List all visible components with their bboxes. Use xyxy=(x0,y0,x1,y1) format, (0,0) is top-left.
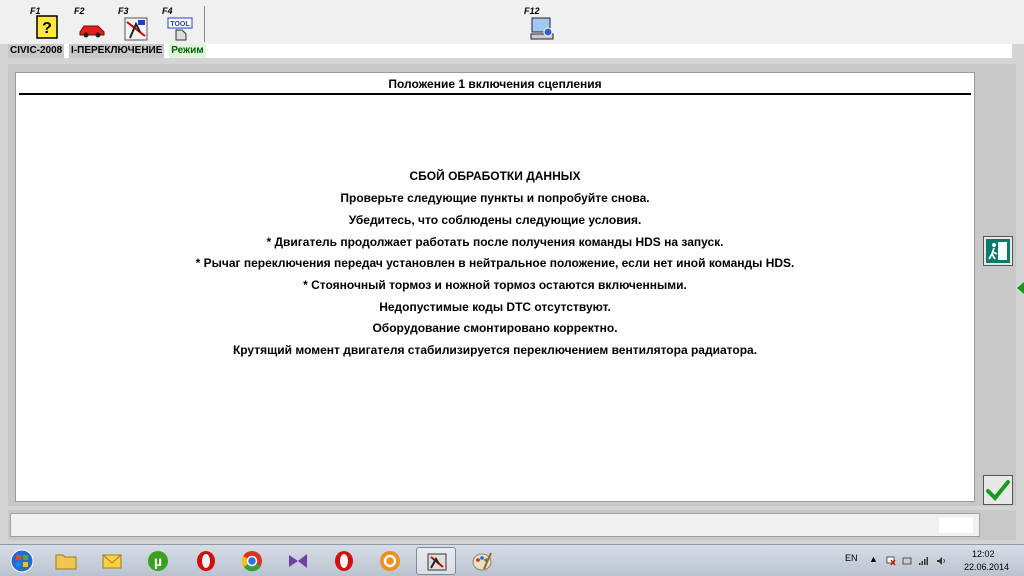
message-line: * Рычаг переключения передач установлен в нейтральное положение, если нет иной команды HDS. xyxy=(195,256,795,270)
toolbar-divider xyxy=(204,6,205,42)
mode-label: Режим xyxy=(171,45,204,56)
f3-label: F3 xyxy=(118,6,129,16)
f4-tool-button[interactable] xyxy=(160,6,198,42)
opera-icon xyxy=(194,549,218,573)
f2-vehicle-button[interactable] xyxy=(72,6,110,42)
paint-icon xyxy=(470,549,494,573)
chrome-icon xyxy=(240,549,264,573)
f2-label: F2 xyxy=(74,6,85,16)
taskbar-visual-studio[interactable] xyxy=(278,547,318,575)
volume-icon[interactable] xyxy=(936,556,946,566)
flag-icon[interactable] xyxy=(886,556,896,566)
device-icon[interactable] xyxy=(902,556,912,566)
ok-button[interactable] xyxy=(983,475,1013,505)
help-icon xyxy=(34,14,62,42)
title-divider xyxy=(19,93,971,95)
status-line xyxy=(8,44,1012,58)
mail-icon xyxy=(378,549,402,573)
taskbar-explorer[interactable] xyxy=(46,547,86,575)
taskbar-opera[interactable] xyxy=(186,547,226,575)
message-line: Проверьте следующие пункты и попробуйте снова. xyxy=(340,191,650,205)
utorrent-letter: µ xyxy=(153,553,163,569)
f3-diagnostic-button[interactable] xyxy=(116,6,154,42)
f12-label: F12 xyxy=(524,6,540,16)
model-label: CIVIC-2008 xyxy=(10,45,63,56)
taskbar-opera-2[interactable] xyxy=(324,547,364,575)
taskbar-outlook[interactable] xyxy=(92,547,132,575)
clock-date[interactable]: 22.06.2014 xyxy=(964,562,1010,572)
taskbar xyxy=(0,544,1024,576)
message-field-box xyxy=(939,517,973,533)
message-field xyxy=(10,513,980,537)
arrow-left-icon xyxy=(1017,282,1024,294)
taskbar-paint[interactable] xyxy=(462,547,502,575)
taskbar-mail[interactable] xyxy=(370,547,410,575)
taskbar-utorrent[interactable] xyxy=(138,547,178,575)
car-icon xyxy=(78,14,106,42)
vs-icon xyxy=(286,549,310,573)
message-line: Крутящий момент двигателя стабилизируется переключением вентилятора радиатора. xyxy=(232,343,758,357)
error-heading: СБОЙ ОБРАБОТКИ ДАННЫХ xyxy=(409,169,581,183)
computer-icon xyxy=(528,14,556,42)
utorrent-icon xyxy=(146,549,170,573)
taskbar-hds-active[interactable] xyxy=(416,547,456,575)
network-icon[interactable] xyxy=(918,556,928,566)
opera-icon xyxy=(332,549,356,573)
message-line: Недопустимые коды DTC отсутствуют. xyxy=(379,300,611,314)
f12-computer-button[interactable] xyxy=(522,6,560,42)
checkmark-icon xyxy=(984,476,1012,504)
message-line: Оборудование смонтировано корректно. xyxy=(372,321,618,335)
outlook-icon xyxy=(100,549,124,573)
hds-icon xyxy=(425,550,449,574)
exit-button[interactable] xyxy=(983,236,1013,266)
f1-help-button[interactable] xyxy=(28,6,66,42)
svg-text:?: ? xyxy=(42,20,52,37)
panel-title: Положение 1 включения сцепления xyxy=(388,77,602,91)
tool-icon xyxy=(166,14,194,42)
system-label: I-ПЕРЕКЛЮЧЕНИЕ xyxy=(71,45,163,56)
exit-door-icon xyxy=(984,237,1012,265)
f4-label: F4 xyxy=(162,6,173,16)
f1-label: F1 xyxy=(30,6,41,16)
message-line: Убедитесь, что соблюдены следующие условия. xyxy=(348,213,642,227)
message-panel xyxy=(15,72,975,502)
message-line: * Стояночный тормоз и ножной тормоз остаются включенными. xyxy=(303,278,687,292)
language-indicator[interactable]: EN xyxy=(845,553,858,563)
clock-time[interactable]: 12:02 xyxy=(972,549,995,559)
folder-icon xyxy=(54,549,78,573)
start-button[interactable] xyxy=(2,547,42,575)
tool-icon-text: TOOL xyxy=(170,21,190,28)
tray-expand-icon[interactable]: ▲ xyxy=(869,554,878,564)
message-line: * Двигатель продолжает работать после получения команды HDS на запуск. xyxy=(266,235,724,249)
function-toolbar xyxy=(0,0,1024,44)
taskbar-chrome[interactable] xyxy=(232,547,272,575)
windows-start-icon xyxy=(10,549,34,573)
diagnostic-icon xyxy=(122,14,150,42)
